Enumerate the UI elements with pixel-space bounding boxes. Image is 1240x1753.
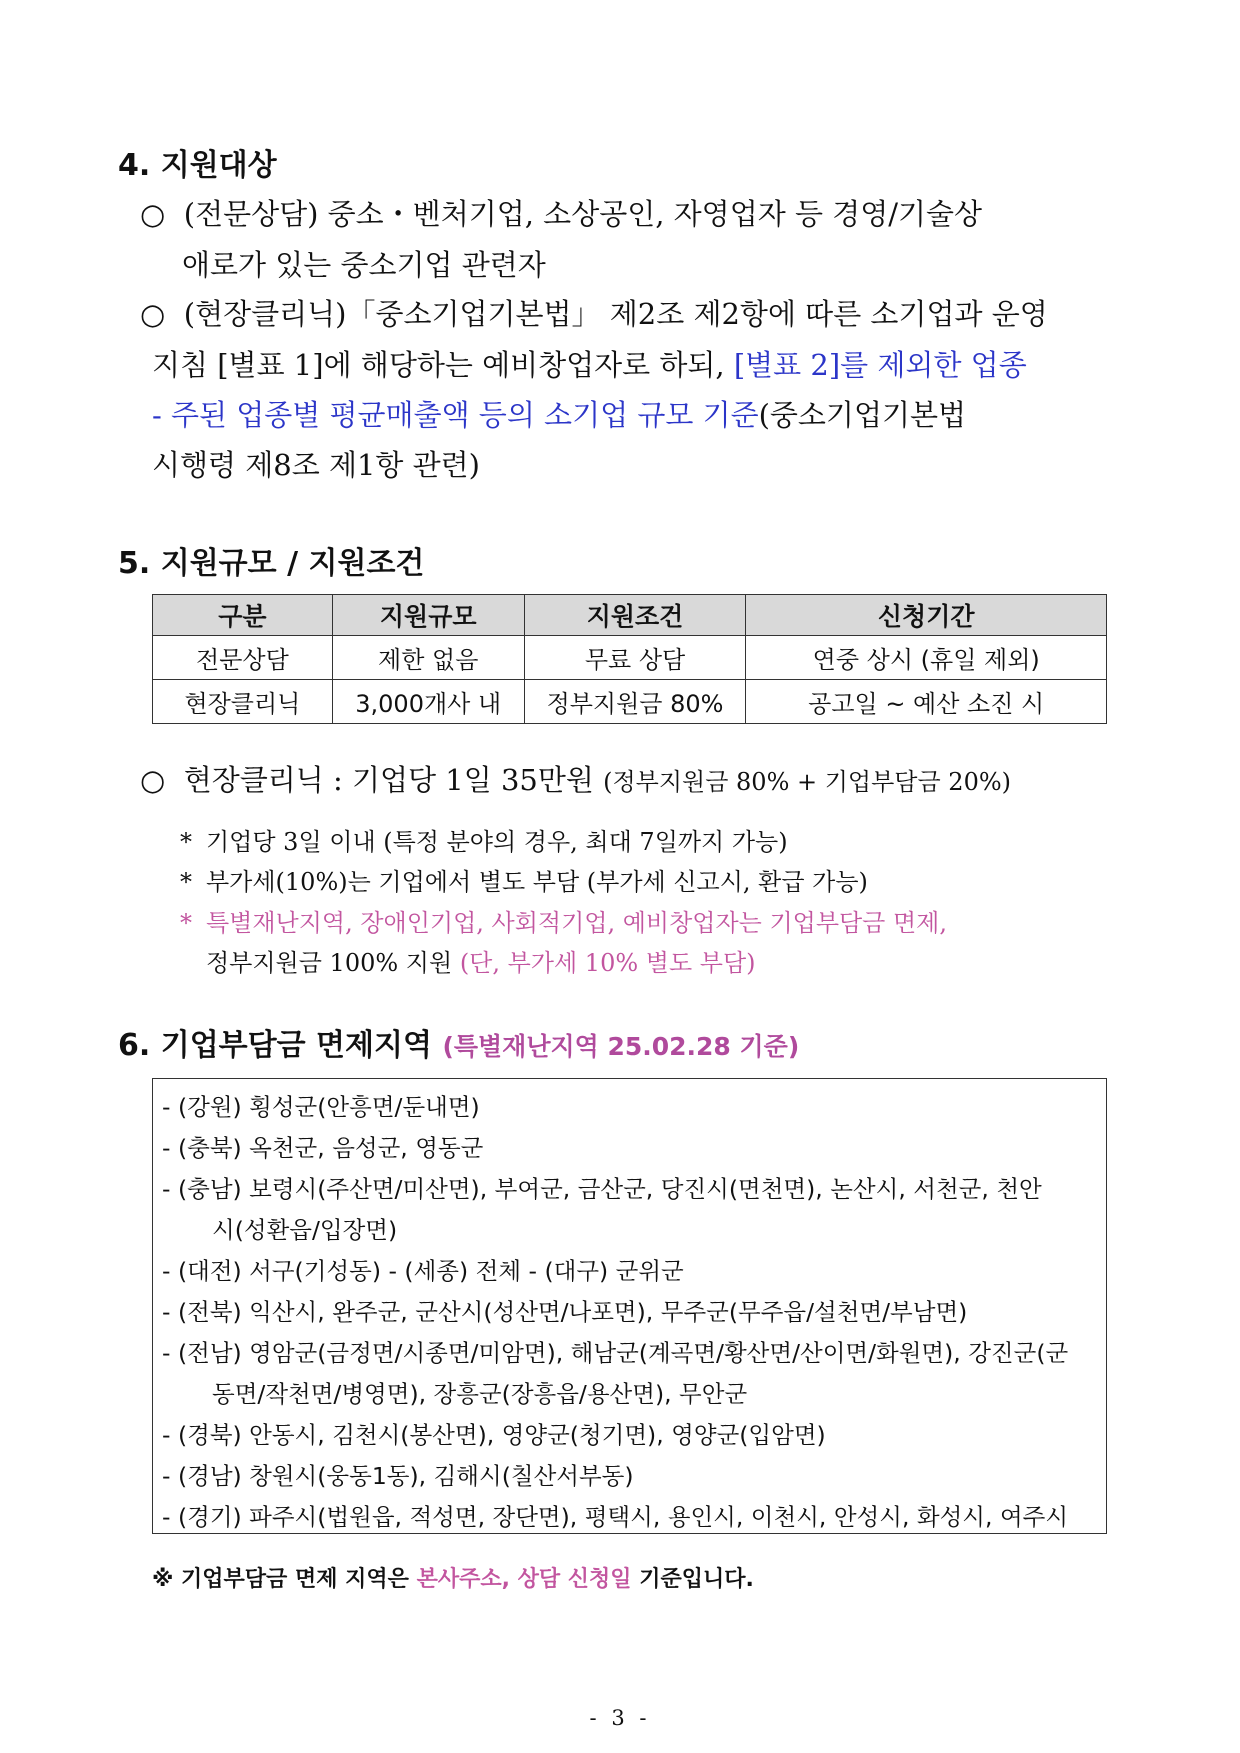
table-cell: 현장클리닉 (153, 680, 333, 724)
page-number: - 3 - (589, 1706, 651, 1730)
table-cell: 정부지원금 80% (524, 680, 746, 724)
table-row (153, 680, 1107, 724)
section-5-title: 5. 지원규모 / 지원조건 (118, 546, 425, 581)
item-text: 「중소기업기본법」 제2조 제2항에 따른 소기업과 운영 (346, 297, 1048, 331)
header-scale: 지원규모 (332, 595, 524, 636)
item-label: (전문상담) (183, 197, 319, 231)
note-text: 기업당 3일 이내 (특정 분야의 경우, 최대 7일까지 가능) (206, 828, 788, 856)
section-4-title: 4. 지원대상 (118, 148, 277, 183)
table-cell: 무료 상담 (524, 636, 746, 680)
list-item: - (경남) 창원시(웅동1동), 김해시(칠산서부동) (162, 1462, 634, 1490)
list-item: 동면/작천면/병영면), 장흥군(장흥읍/용산면), 무안군 (212, 1380, 748, 1408)
list-item: - (충북) 옥천군, 음성군, 영동군 (162, 1134, 484, 1162)
target-item-clinic (140, 292, 1048, 333)
table-header-row (153, 595, 1107, 636)
note-text: 특별재난지역, 장애인기업, 사회적기업, 예비창업자는 기업부담금 면제, (206, 909, 947, 937)
exemption-footnote (152, 1562, 754, 1593)
list-item: - (전북) 익산시, 완주군, 군산시(성산면/나포면), 무주군(무주읍/설천면/부남면) (162, 1298, 968, 1326)
clinic-cost-ratio: (정부지원금 80% + 기업부담금 20%) (603, 768, 1012, 796)
footnote-text: ※ 기업부담금 면제 지역은 (152, 1567, 409, 1592)
item-label: (현장클리닉) (183, 297, 347, 331)
list-item: - (경북) 안동시, 김천시(봉산면), 영양군(청기면), 영양군(입암면) (162, 1421, 826, 1449)
target-item-consulting (140, 192, 982, 233)
bullet-circle: ○ (140, 297, 166, 331)
list-item: - (전남) 영암군(금정면/시종면/미암면), 해남군(계곡면/황산면/산이면/화원면), 강진군(군 (162, 1339, 1069, 1367)
clinic-cost-line (140, 758, 1011, 799)
header-category: 구분 (153, 595, 333, 636)
note-text: 정부지원금 100% 지원 (206, 949, 453, 977)
note-star: * (180, 828, 192, 856)
note-item-exemption (180, 903, 947, 938)
target-item-clinic-line2 (152, 343, 1027, 384)
list-item: - (대전) 서구(기성동) - (세종) 전체 - (대구) 군위군 (162, 1257, 684, 1285)
note-text: 부가세(10%)는 기업에서 별도 부담 (부가세 신고시, 환급 가능) (206, 868, 868, 896)
table-row (153, 636, 1107, 680)
note-vat-text: (단, 부가세 10% 별도 부담) (459, 949, 756, 977)
note-item (180, 822, 788, 857)
section-6-title-text: 6. 기업부담금 면제지역 (118, 1028, 432, 1063)
list-item: - (경기) 파주시(법원읍, 적성면, 장단면), 평택시, 용인시, 이천시, 안성시, 화성시, 여주시 (162, 1503, 1069, 1531)
header-period: 신청기간 (746, 595, 1107, 636)
list-item: - (충남) 보령시(주산면/미산면), 부여군, 금산군, 당진시(면천면), 논산시, 서천군, 천안 (162, 1175, 1042, 1203)
size-criteria-text: - 주된 업종별 평균매출액 등의 소기업 규모 기준 (152, 398, 759, 432)
target-item-clinic-line4: 시행령 제8조 제1항 관련) (152, 448, 480, 482)
note-item-exemption-cont (206, 943, 756, 978)
table-cell: 공고일 ~ 예산 소진 시 (746, 680, 1107, 724)
footnote-text-end: 기준입니다. (639, 1567, 754, 1592)
note-star: * (180, 868, 192, 896)
list-item: - (강원) 횡성군(안흥면/둔내면) (162, 1093, 480, 1121)
support-table (152, 594, 1107, 724)
table-cell: 연중 상시 (휴일 제외) (746, 636, 1107, 680)
target-item-clinic-line3 (152, 393, 966, 434)
section-6-subtitle: (특별재난지역 25.02.28 기준) (442, 1032, 800, 1061)
bullet-circle: ○ (140, 197, 166, 231)
clinic-line2-text: 지침 [별표 1]에 해당하는 예비창업자로 하되, (152, 348, 725, 382)
item-text: 중소・벤처기업, 소상공인, 자영업자 등 경영/기술상 (327, 197, 983, 231)
table-cell: 3,000개사 내 (332, 680, 524, 724)
note-item (180, 862, 868, 897)
table-cell: 전문상담 (153, 636, 333, 680)
note-star: * (180, 909, 192, 937)
footnote-highlight: 본사주소, 상담 신청일 (416, 1567, 632, 1592)
clinic-cost-main: 현장클리닉 : 기업당 1일 35만원 (183, 763, 594, 797)
bullet-circle: ○ (140, 763, 166, 797)
target-item-consulting-cont: 애로가 있는 중소기업 관련자 (182, 248, 546, 282)
table-cell: 제한 없음 (332, 636, 524, 680)
excluded-industries-text: [별표 2]를 제외한 업종 (733, 348, 1027, 382)
header-condition: 지원조건 (524, 595, 746, 636)
list-item: 시(성환읍/입장면) (212, 1216, 398, 1244)
law-reference: (중소기업기본법 (758, 398, 967, 432)
section-6-title (118, 1020, 799, 1064)
